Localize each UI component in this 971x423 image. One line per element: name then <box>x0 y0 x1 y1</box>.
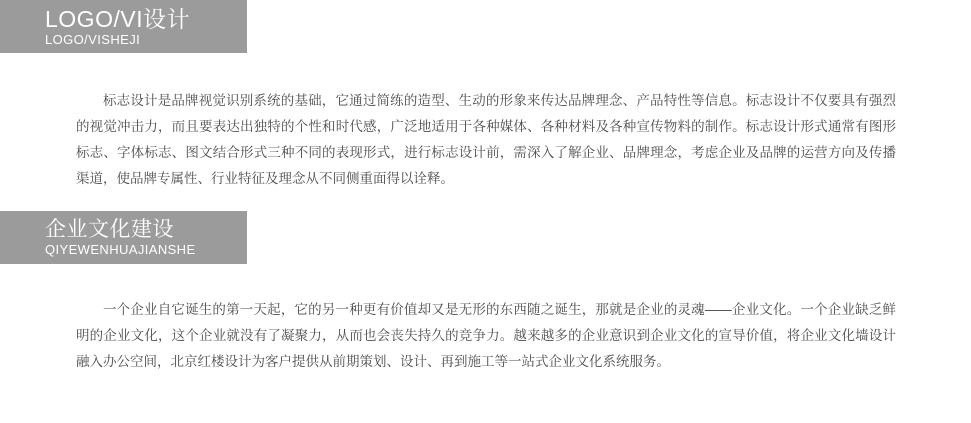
section-title-en: QIYEWENHUAJIANSHE <box>45 241 196 257</box>
section-header-culture <box>0 211 247 264</box>
paragraph-logo-vi: 标志设计是品牌视觉识别系统的基础，它通过简练的造型、生动的形象来传达品牌理念、产品特性等信息。标志设计不仅要具有强烈的视觉冲击力，而且要表达出独特的个性和时代感，广泛地适用于各种媒体、各种材料及各种宣传物料的制作。标志设计形式通常有图形标志、字体标志、图文结合形式三种不同的表现形式，进行标志设计前，需深入了解企业、品牌理念，考虑企业及品牌的运营方向及传播渠道，使品牌专属性、行业特征及理念从不同侧重面得以诠释。 <box>76 93 896 186</box>
paragraph-culture: 一个企业自它诞生的第一天起，它的另一种更有价值却又是无形的东西随之诞生，那就是企业的灵魂——企业文化。一个企业缺乏鲜明的企业文化，这个企业就没有了凝聚力，从而也会丧失持久的竞争力。越来越多的企业意识到企业文化的宣导价值，将企业文化墙设计融入办公空间，北京红楼设计为客户提供从前期策划、设计、再到施工等一站式企业文化系统服务。 <box>76 302 896 369</box>
section-title-en: LOGO/VISHEJI <box>45 31 141 47</box>
section-header-logo-vi <box>0 0 247 53</box>
section-title-cn: 企业文化建设 <box>45 217 174 241</box>
section-title-cn: LOGO/VI设计 <box>45 5 191 32</box>
